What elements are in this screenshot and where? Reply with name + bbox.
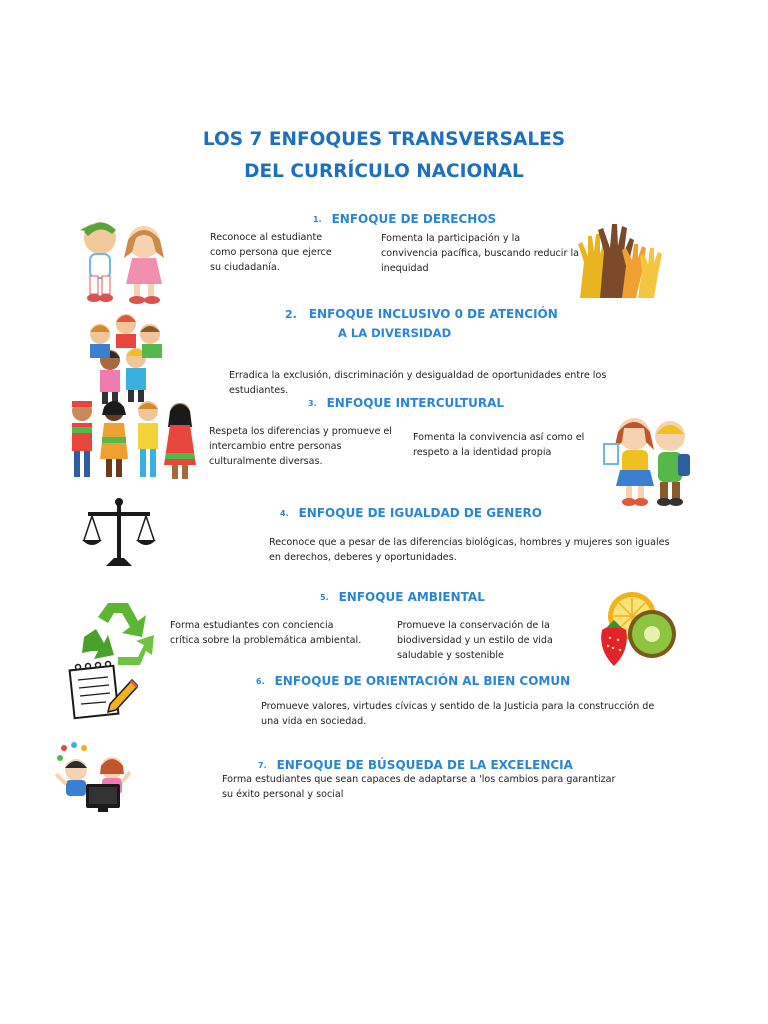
section-5-title: ENFOQUE AMBIENTAL — [338, 590, 485, 604]
section-7-number: 7. — [258, 761, 267, 770]
section-6-heading — [256, 673, 570, 690]
section-5-text-left: Forma estudiantes con conciencia crítica sobre la problemática ambiental. — [170, 620, 362, 646]
section-4-text: Reconoce que a pesar de las diferencias biológicas, hombres y mujeres son iguales en derechos, deberes y oportunidades. — [269, 537, 670, 563]
students-icon — [600, 410, 696, 510]
section-2-text: Erradica la exclusión, discriminación y desigualdad de oportunidades entre los estudiantes. — [229, 370, 607, 396]
section-4-number: 4. — [280, 509, 289, 518]
section-1-heading — [313, 211, 496, 228]
section-3-title: ENFOQUE INTERCULTURAL — [326, 396, 505, 410]
section-6-title: ENFOQUE DE ORIENTACIÓN AL BIEN COMUN — [274, 674, 571, 688]
cultural-children-icon — [66, 397, 200, 483]
section-2-heading — [285, 306, 558, 323]
section-1-number: 1. — [313, 215, 322, 224]
section-3-text-left: Respeta los diferencias y promueve el intercambio entre personas culturalmente diversas. — [209, 426, 392, 467]
section-3-heading — [308, 395, 504, 412]
raised-hands-icon — [574, 222, 666, 300]
section-2-heading-line2: A LA DIVERSIDAD — [338, 326, 452, 340]
section-7-title: ENFOQUE DE BÚSQUEDA DE LA EXCELENCIA — [276, 758, 573, 772]
section-4-title: ENFOQUE DE IGUALDAD DE GENERO — [298, 506, 542, 520]
children-icon — [72, 218, 172, 310]
section-1-text-right: Fomenta la participación y la convivencia pacífica, buscando reducir la inequidad — [381, 233, 579, 274]
section-2-title: ENFOQUE INCLUSIVO 0 DE ATENCIÓN — [308, 307, 558, 321]
section-6-text: Promueve valores, virtudes cívicas y sentido de la Justicia para la construcción de una vida en sociedad. — [261, 701, 655, 727]
section-4-heading — [280, 505, 542, 522]
section-3-number: 3. — [308, 399, 317, 408]
section-6-number: 6. — [256, 677, 265, 686]
section-2-number: 2. — [285, 308, 297, 321]
section-3-text-right: Fomenta la convivencia así como el respeto a la identidad propia — [413, 432, 585, 458]
section-5-number: 5. — [320, 593, 329, 602]
section-7-text: Forma estudiantes que sean capaces de adaptarse a 'los cambios para garantizar su éxito personal y social — [222, 774, 616, 800]
page-title-line2: DEL CURRÍCULO NACIONAL — [244, 161, 524, 182]
page-title-line1: LOS 7 ENFOQUES TRANSVERSALES — [202, 129, 566, 150]
section-1-title: ENFOQUE DE DERECHOS — [331, 212, 497, 226]
section-5-heading — [320, 589, 485, 606]
scale-icon — [80, 496, 158, 574]
section-1-text-left: Reconoce al estudiante como persona que ejerce su ciudadanía. — [210, 232, 332, 273]
kids-computer-icon — [54, 742, 132, 814]
section-5-text-right: Promueve la conservación de la biodiversidad y un estilo de vida saludable y sostenible — [397, 620, 553, 661]
notepad-icon — [66, 660, 138, 720]
fruit-icon — [594, 590, 678, 668]
diverse-children-icon — [80, 312, 172, 406]
